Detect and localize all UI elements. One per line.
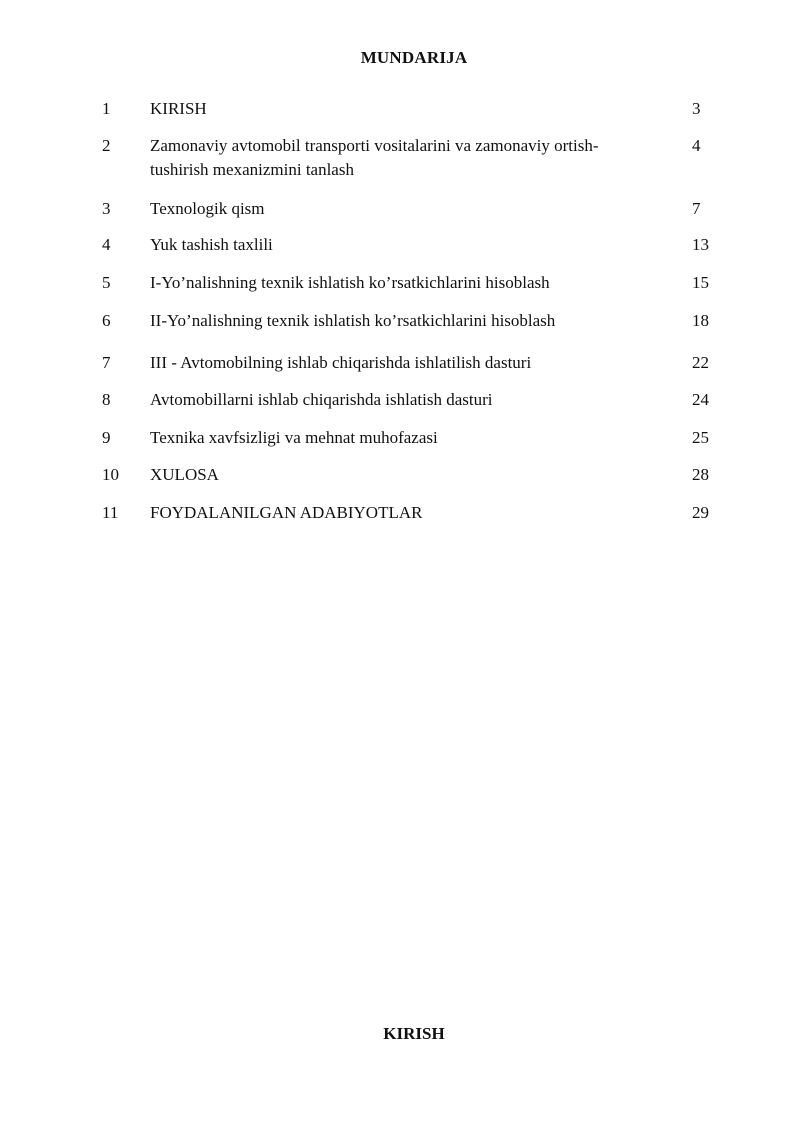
section-heading: KIRISH: [383, 1024, 445, 1043]
toc-title: Yuk tashish taxlili: [150, 235, 273, 254]
toc-title: KIRISH: [150, 99, 207, 118]
page-title: MUNDARIJA: [360, 48, 468, 67]
toc-title: III - Avtomobilning ishlab chiqarishda ishlatilish dasturi: [150, 353, 532, 372]
toc-number: 3: [102, 199, 111, 218]
toc-title: Texnika xavfsizligi va mehnat muhofazasi: [150, 428, 438, 447]
toc-number: 11: [102, 503, 119, 522]
toc-number: 9: [102, 428, 111, 447]
toc-page-number: 29: [692, 503, 709, 522]
toc-page-number: 4: [692, 136, 701, 155]
toc-title: FOYDALANILGAN ADABIYOTLAR: [150, 503, 423, 522]
toc-title: II-Yo’nalishning texnik ishlatish ko’rsatkichlarini hisoblash: [150, 311, 556, 330]
toc-page-number: 3: [692, 99, 701, 118]
toc-number: 4: [102, 235, 111, 254]
toc-page-number: 18: [692, 311, 709, 330]
toc-number: 8: [102, 390, 111, 409]
toc-title: XULOSA: [150, 465, 219, 484]
toc-title: I-Yo’nalishning texnik ishlatish ko’rsatkichlarini hisoblash: [150, 273, 550, 292]
toc-page-number: 13: [692, 235, 709, 254]
toc-page-number: 24: [692, 390, 709, 409]
toc-number: 6: [102, 311, 111, 330]
toc-page-number: 15: [692, 273, 709, 292]
toc-title: Texnologik qism: [150, 199, 265, 218]
toc-number: 2: [102, 136, 111, 155]
toc-number: 5: [102, 273, 111, 292]
toc-page-number: 22: [692, 353, 709, 372]
toc-number: 10: [102, 465, 119, 484]
toc-page-number: 7: [692, 199, 701, 218]
toc-number: 7: [102, 353, 111, 372]
toc-title: Avtomobillarni ishlab chiqarishda ishlatish dasturi: [150, 390, 493, 409]
toc-title: Zamonaviy avtomobil transporti vositalarini va zamonaviy ortish-tushirish mexanizmini tanlash: [150, 136, 599, 179]
toc-page-number: 28: [692, 465, 709, 484]
toc-number: 1: [102, 99, 111, 118]
toc-page-number: 25: [692, 428, 709, 447]
